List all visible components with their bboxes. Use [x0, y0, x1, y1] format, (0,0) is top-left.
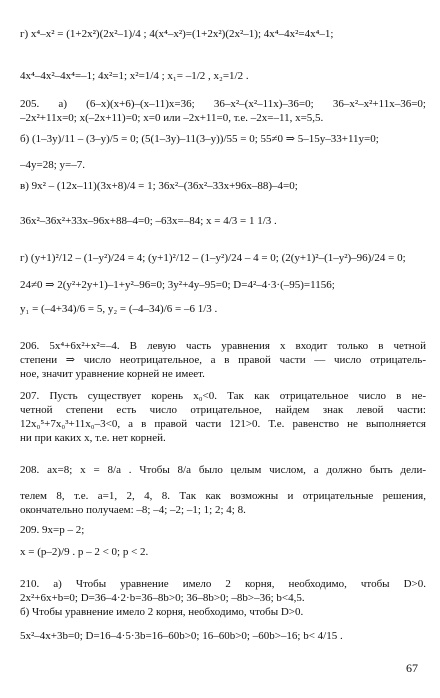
problem-209-line-1: 209. 9x=p – 2;: [20, 524, 85, 536]
problem-205d-line-2: 24≠0 ⇒ 2(y²+2y+1)–1+y²–96=0; 3y²+4y–95=0; D=4²–4·3·(–95)=1156;: [20, 279, 335, 291]
problem-208-line-2: телем 8, т.е. a=1, 2, 4, 8. Так как возможны и отрицательные решения,: [20, 490, 426, 502]
problem-206-line-3: ное, значит уравнение корней не имеет.: [20, 368, 205, 380]
problem-206-line-2: степени ⇒ число неотрицательное, а в правой части — число отрицатель-: [20, 354, 426, 366]
problem-205b-line-1: б) (1–3y)/11 – (3–y)/5 = 0; (5(1–3y)–11(3–y))/55 = 0; 55≠0 ⇒ 5–15y–33+11y=0;: [20, 133, 379, 145]
problem-208-line-1: 208. ax=8; x = 8/a . Чтобы 8/a было целым числом, a должно быть дели-: [20, 464, 426, 476]
problem-210-line-2: 2x²+6x+b=0; D=36–4·2·b=36–8b>0; 36–8b>0; –8b>–36; b<4,5.: [20, 592, 305, 604]
problem-207-line-4: ни при каких x, т.е. нет корней.: [20, 432, 166, 444]
problem-207-line-2: четной степени есть число отрицательное, найдем знак левой части:: [20, 404, 426, 416]
problem-208-line-3: окончательно получаем: –8; –4; –2; –1; 1; 2; 4; 8.: [20, 504, 246, 516]
problem-210b-line-2: 5x²–4x+3b=0; D=16–4·5·3b=16–60b>0; 16–60b>0; –60b>–16; b< 4/15 .: [20, 630, 343, 642]
problem-205-line-1: 205. а) (6–x)(x+6)–(x–11)x=36; 36–x²–(x²–11x)–36=0; 36–x²–x²+11x–36=0;: [20, 98, 426, 110]
page-number: 67: [406, 661, 418, 675]
problem-209-line-2: x = (p–2)/9 . p – 2 < 0; p < 2.: [20, 546, 149, 558]
problem-210-line-1: 210. а) Чтобы уравнение имело 2 корня, необходимо, чтобы D>0.: [20, 578, 426, 590]
problem-205c-line-1: в) 9x² – (12x–11)(3x+8)/4 = 1; 36x²–(36x²–33x+96x–88)–4=0;: [20, 180, 298, 192]
problem-207-line-1: 207. Пусть существует корень x₀<0. Так как отрицательное число в не-: [20, 390, 426, 402]
problem-205b-line-2: –4y=28; y=–7.: [20, 159, 85, 171]
problem-207-line-3: 12x₀⁵+7x₀³+11x₀–3<0, а в правой части 121>0. Т.е. равенство не выполняется: [20, 418, 426, 430]
problem-205d-line-1: г) (y+1)²/12 – (1–y²)/24 = 4; (y+1)²/12 – (1–y²)/24 – 4 = 0; (2(y+1)²–(1–y²)–96)/24 = 0;: [20, 252, 406, 264]
line-2: 4x⁴–4x²–4x⁴=–1; 4x²=1; x²=1/4 ; x₁= –1/2 , x₂=1/2 .: [20, 70, 249, 82]
problem-210b-line-1: б) Чтобы уравнение имело 2 корня, необходимо, чтобы D>0.: [20, 606, 304, 618]
problem-205d-line-3: y₁ = (–4+34)/6 = 5, y₂ = (–4–34)/6 = –6 1/3 .: [20, 303, 218, 315]
line-1: г) x⁴–x² = (1+2x²)(2x²–1)/4 ; 4(x⁴–x²)=(1+2x²)(2x²–1); 4x⁴–4x²=4x⁴–1;: [20, 28, 334, 40]
problem-206-line-1: 206. 5x⁴+6x²+x²=–4. В левую часть уравнения x входит только в четной: [20, 340, 426, 352]
problem-205-line-2: –2x²+11x=0; x(–2x+11)=0; x=0 или –2x+11=0, т.е. –2x=–11, x=5,5.: [20, 112, 324, 124]
problem-205c-line-2: 36x²–36x²+33x–96x+88–4=0; –63x=–84; x = 4/3 = 1 1/3 .: [20, 215, 277, 227]
